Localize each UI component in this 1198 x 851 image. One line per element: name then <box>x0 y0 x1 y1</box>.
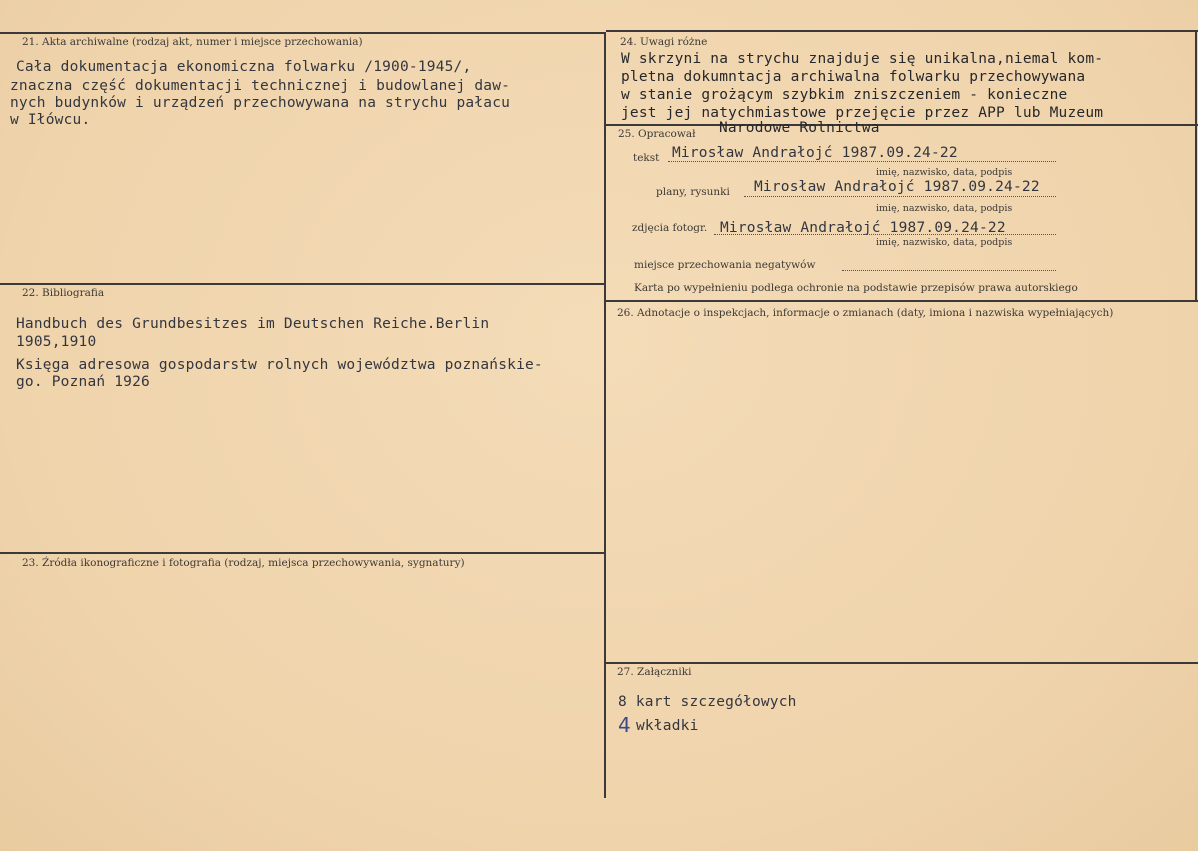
sec21-label: 21. Akta archiwalne (rodzaj akt, numer i miejsce przechowania) <box>22 36 363 48</box>
tekst-caption: imię, nazwisko, data, podpis <box>876 167 1013 178</box>
sec25-label: 25. Opracował <box>618 128 696 140</box>
right-divider <box>1195 30 1197 302</box>
sec26-label: 26. Adnotacje o inspekcjach, informacje o zmianach (daty, imiona i nazwiska wypełniających) <box>617 307 1114 319</box>
divider-24-25 <box>606 124 1198 126</box>
zdjecia-line <box>714 234 1056 235</box>
sec24-line-1: W skrzyni na strychu znajduje się unikalna,niemal kom- <box>621 51 1104 67</box>
sec22-line-3: Księga adresowa gospodarstw rolnych województwa poznańskie- <box>16 357 543 373</box>
top-border-right <box>606 30 1198 32</box>
negatywy-label: miejsce przechowania negatywów <box>634 259 816 271</box>
sec27-label: 27. Załączniki <box>617 666 692 678</box>
plany-label: plany, rysunki <box>656 186 730 198</box>
sec22-line-2: 1905,1910 <box>16 334 97 350</box>
sec21-line-4: w Iłówcu. <box>10 112 91 128</box>
zdjecia-caption: imię, nazwisko, data, podpis <box>876 237 1013 248</box>
sec22-line-1: Handbuch des Grundbesitzes im Deutschen Reiche.Berlin <box>16 316 490 332</box>
sec22-label: 22. Bibliografia <box>22 287 105 299</box>
sec24-line-5: Narodowe Rolnictwa <box>719 120 880 136</box>
divider-21-22 <box>0 283 606 285</box>
attachment-line-1: 8 kart szczegółowych <box>618 694 797 710</box>
divider-22-23 <box>0 552 606 554</box>
copyright-note: Karta po wypełnieniu podlega ochronie na podstawie przepisów prawa autorskiego <box>634 282 1078 294</box>
divider-25-26 <box>606 300 1198 302</box>
sec21-line-3: nych budynków i urządzeń przechowywana na strychu pałacu <box>10 95 511 111</box>
divider-26-27 <box>606 662 1198 664</box>
sec24-line-4: jest jej natychmiastowe przejęcie przez APP lub Muzeum <box>621 105 1104 121</box>
zdjecia-value: Mirosław Andrałojć 1987.09.24-22 <box>720 220 1006 236</box>
plany-caption: imię, nazwisko, data, podpis <box>876 203 1013 214</box>
tekst-value: Mirosław Andrałojć 1987.09.24-22 <box>672 145 958 161</box>
tekst-label: tekst <box>633 152 660 164</box>
tekst-line <box>668 161 1056 162</box>
attachment-line-2: wkładki <box>636 718 699 734</box>
sec24-line-3: w stanie grożącym szybkim zniszczeniem - konieczne <box>621 87 1068 103</box>
attachment-count-handwritten: 4 <box>618 713 631 737</box>
sec24-line-2: pletna dokumntacja archiwalna folwarku przechowywana <box>621 69 1086 85</box>
sec24-label: 24. Uwagi różne <box>620 36 708 48</box>
negatywy-line <box>842 270 1056 271</box>
sec21-line-2: znaczna część dokumentacji technicznej i budowlanej daw- <box>10 78 511 94</box>
zdjecia-label: zdjęcia fotogr. <box>632 222 708 234</box>
sec22-line-4: go. Poznań 1926 <box>16 374 150 390</box>
plany-value: Mirosław Andrałojć 1987.09.24-22 <box>754 179 1040 195</box>
top-border-left <box>0 32 604 34</box>
sec21-line-1: Cała dokumentacja ekonomiczna folwarku /1900-1945/, <box>16 59 472 75</box>
plany-line <box>744 196 1056 197</box>
center-divider <box>604 32 606 798</box>
sec23-label: 23. Źródła ikonograficzne i fotografia (rodzaj, miejsca przechowywania, sygnatury) <box>22 557 465 569</box>
